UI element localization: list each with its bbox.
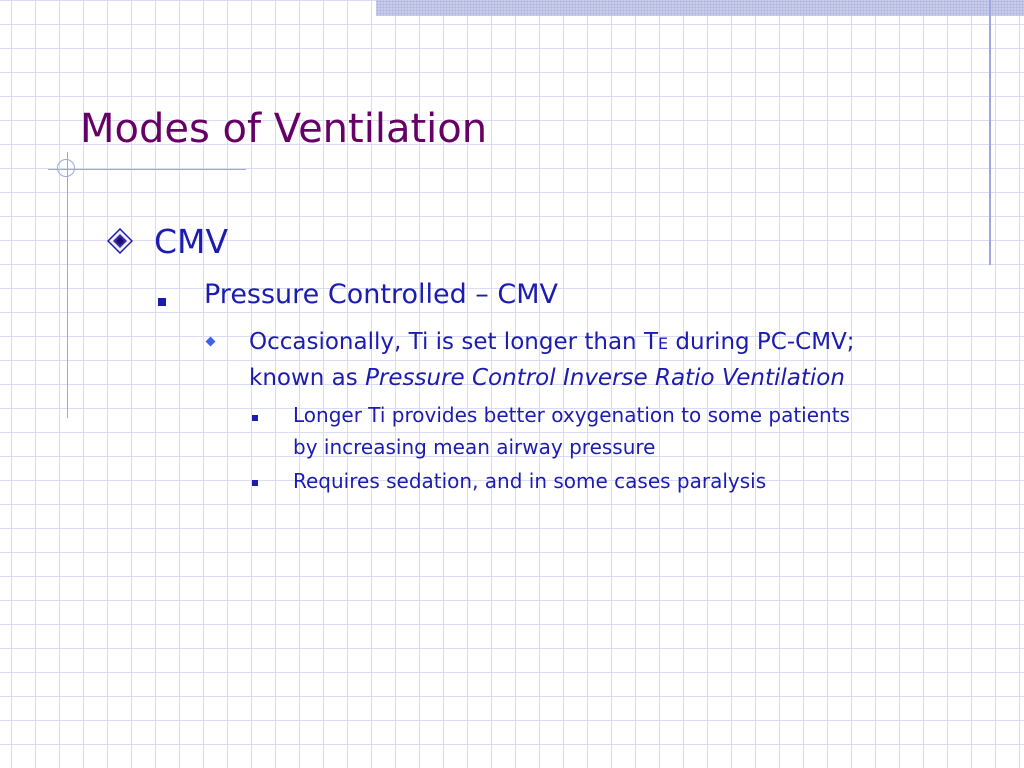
decorative-title-rule [48, 169, 246, 170]
decorative-left-rule [67, 152, 68, 418]
level3-line1-suffix: during PC-CMV; [668, 329, 855, 355]
small-square-bullet-icon [252, 480, 258, 486]
level4-item-oxygenation [293, 399, 850, 463]
level4-item-sedation [293, 467, 766, 495]
pcirv-term: Pressure Control Inverse Ratio Ventilation [365, 365, 845, 391]
level1-item-cmv: CMV [154, 222, 229, 261]
level3-line2 [249, 361, 855, 395]
level4-item-oxygenation-line2: by increasing mean airway pressure [293, 435, 656, 459]
level4-item-oxygenation-line1: Longer Ti provides better oxygenation to some patients [293, 403, 850, 427]
level3-line1 [249, 325, 855, 361]
level4-item-sedation-line1: Requires sedation, and in some cases paralysis [293, 469, 767, 493]
diamond-bullet-icon [107, 228, 133, 254]
te-subscript: E [658, 334, 669, 353]
level3-line1-text: Occasionally, Ti is set longer than T [249, 329, 658, 355]
decorative-ring [57, 159, 75, 177]
decorative-right-rule [989, 0, 991, 265]
small-square-bullet-icon [252, 415, 258, 421]
decorative-top-band [376, 0, 1024, 16]
level2-item-pressure-controlled: Pressure Controlled – CMV [204, 279, 559, 310]
square-bullet-icon [158, 298, 166, 306]
small-diamond-bullet-icon [206, 337, 216, 347]
level3-item-pc-irv [249, 325, 855, 395]
level3-line2-text: known as [249, 365, 366, 391]
slide-title: Modes of Ventilation [80, 106, 488, 152]
